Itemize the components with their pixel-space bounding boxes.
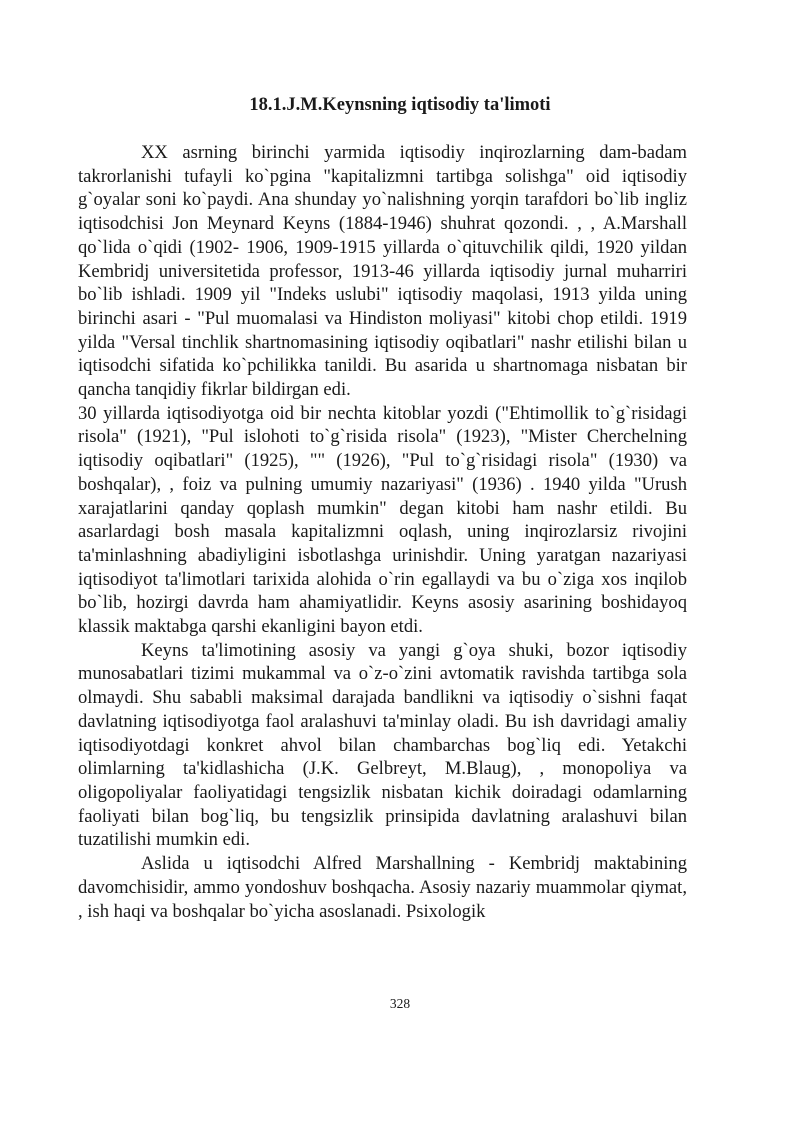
section-heading: 18.1.J.M.Keynsning iqtisodiy ta'limoti [249, 95, 551, 115]
paragraph-1: XX asrning birinchi yarmida iqtisodiy inqirozlarning dam-badam takrorlanishi tufayli ko`pgina "kapitalizmni tartibga solishga" oid iqtisodiy g`oyalar soni ko`paydi. Ana shunday yo`nalishning yorqin tarafdori bo`lib ingliz iqtisodchisi Jon Meynard Keyns (1884-1946) shuhrat qozondi. , , A.Marshall qo`lida o`qidi (1902- 1906, 1909-1915 yillarda o`qituvchilik qildi, 1920 yildan Kembridj universitetida professor, 1913-46 yillarda iqtisodiy jurnal muharriri bo`lib ishladi. 1909 yil "Indeks uslubi" iqtisodiy maqolasi, 1913 yilda uning birinchi asari - "Pul muomalasi va Hindiston moliyasi" kitobi chop etildi. 1919 yilda "Versal tinchlik shartnomasining iqtisodiy oqibatlari" nashr etilishi bilan u iqtisodchi sifatida ko`pchilikka tanildi. Bu asarida u shartnomaga nisbatan bir qancha tanqidiy fikrlar bildirgan edi. [78, 142, 687, 401]
page-number: 328 [389, 996, 411, 1011]
paragraph-3: Keyns ta'limotining asosiy va yangi g`oya shuki, bozor iqtisodiy munosabatlari tizimi mukammal va o`z-o`zini avtomatik ravishda tartibga sola olmaydi. Shu sababli maksimal darajada bandlikni va iqtisodiy o`sishni faqat davlatning iqtisodiyotga faol aralashuvi ta'minlay oladi. Bu ish davridagi amaliy iqtisodiyotdagi konkret ahvol bilan chambarchas bog`liq edi. Yetakchi olimlarning ta'kidlashicha (J.K. Gelbreyt, M.Blaug), , monopoliya va oligopoliyalar faoliyatidagi tengsizlik nisbatan kichik doiradagi odamlarning faoliyati bilan bog`liq, bu tengsizlik prinsipida davlatning aralashuvi bilan tuzatilishi mumkin edi. [78, 639, 687, 851]
paragraph-4: Aslida u iqtisodchi Alfred Marshallning - Kembridj maktabining davomchisidir, ammo yondoshuv boshqacha. Asosiy nazariy muammolar qiymat, , ish haqi va boshqalar bo`yicha asoslanadi. Psixologik [78, 853, 687, 922]
body-text [78, 141, 687, 923]
paragraph-2: 30 yillarda iqtisodiyotga oid bir nechta kitoblar yozdi ("Ehtimollik to`g`risidagi risola" (1921), "Pul islohoti to`g`risida risola" (1923), "Mister Cherchelning iqtisodiy oqibatlari" (1925), "" (1926), "Pul to`g`risidagi risola" (1930) va boshqalar), , foiz va pulning umumiy nazariyasi" (1936) . 1940 yilda "Urush xarajatlarini qanday qoplash mumkin" degan kitobi ham nashr etildi. Bu asarlardagi bosh masala kapitalizmni oqlash, uning inqirozlarsiz rivojini ta'minlashning abadiyligini isbotlashga urinishdir. Uning yaratgan nazariyasi iqtisodiyot ta'limotlari tarixida alohida o`rin egallaydi va bu o`ziga xos inqilob bo`lib, hozirgi davrda ham ahamiyatlidir. Keyns asosiy asarining boshidayoq klassik maktabga qarshi ekanligini bayon etdi. [78, 402, 687, 638]
